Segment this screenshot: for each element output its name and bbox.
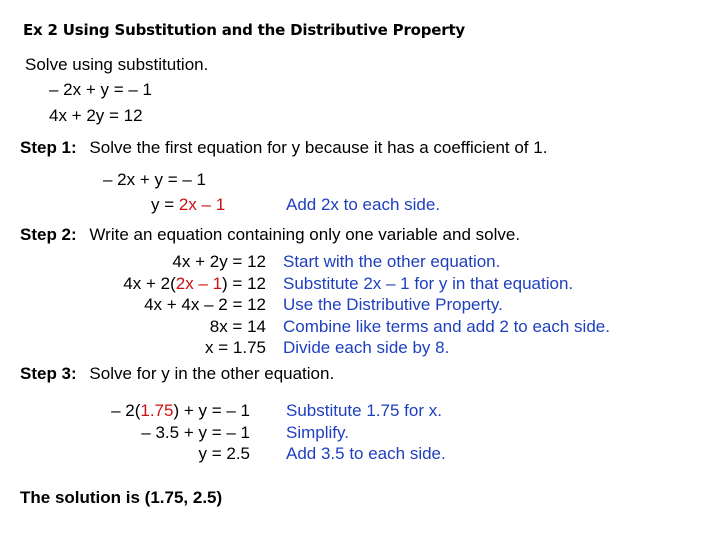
step2-eq-4: 8x = 14: [209, 316, 266, 336]
step3-text: Solve for y in the other equation.: [89, 364, 335, 383]
step2-eq-5: x = 1.75: [205, 338, 266, 357]
step3-eq-3: y = 2.5: [198, 444, 250, 463]
step2-note-3: Use the Distributive Property.: [283, 295, 503, 314]
step1-equation-a: – 2x + y = – 1: [103, 170, 207, 189]
step2-eq-3: 4x + 4x – 2 = 12: [144, 295, 266, 314]
step3-note-1: Substitute 1.75 for x.: [286, 401, 442, 420]
step2-note-2: Substitute 2x – 1 for y in that equation.: [283, 273, 574, 293]
intro-equation-2: 4x + 2y = 12: [49, 106, 143, 125]
step1-equation-b: [151, 195, 225, 215]
step1-note: Add 2x to each side.: [286, 195, 441, 214]
step3-note-2: Simplify.: [286, 422, 349, 442]
step2-note-5: Divide each side by 8.: [283, 338, 450, 357]
step2-eq-2-highlight: 2x – 1: [175, 273, 223, 293]
step3-notes: [286, 400, 446, 465]
step2-eq-1: 4x + 2y = 12: [172, 252, 266, 271]
step2-equations: [123, 251, 266, 359]
step1-eq-b-prefix: y =: [151, 195, 179, 214]
step3-row: [20, 364, 334, 384]
step3-label: Step 3:: [20, 364, 77, 383]
step2-row: [20, 225, 520, 245]
intro-prompt: Solve using substitution.: [25, 55, 209, 74]
step3-equations: [111, 400, 250, 465]
step1-row: [20, 138, 547, 158]
intro-equation-1: – 2x + y = – 1: [49, 80, 153, 99]
solution-text: The solution is (1.75, 2.5): [20, 488, 223, 507]
step2-notes: [283, 251, 610, 359]
step1-text: Solve the first equation for y because it has a coefficient of 1.: [89, 138, 548, 157]
page-title: Ex 2 Using Substitution and the Distributive Property: [23, 21, 466, 39]
step3-eq-1: – 2(1.75) + y = – 1: [111, 401, 250, 420]
step2-note-1: Start with the other equation.: [283, 252, 501, 271]
step3-note-3: Add 3.5 to each side.: [286, 444, 446, 463]
step1-label: Step 1:: [20, 138, 77, 157]
step2-note-4: Combine like terms and add 2 to each side.: [283, 316, 610, 336]
step1-eq-b-highlight: 2x – 1: [178, 195, 226, 214]
step2-eq-2: 4x + 2(2x – 1) = 12: [123, 273, 266, 293]
step3-eq-2: – 3.5 + y = – 1: [141, 422, 250, 442]
step2-text: Write an equation containing only one variable and solve.: [89, 225, 521, 244]
step3-eq-1-highlight: 1.75: [140, 401, 174, 420]
step2-label: Step 2:: [20, 225, 77, 244]
